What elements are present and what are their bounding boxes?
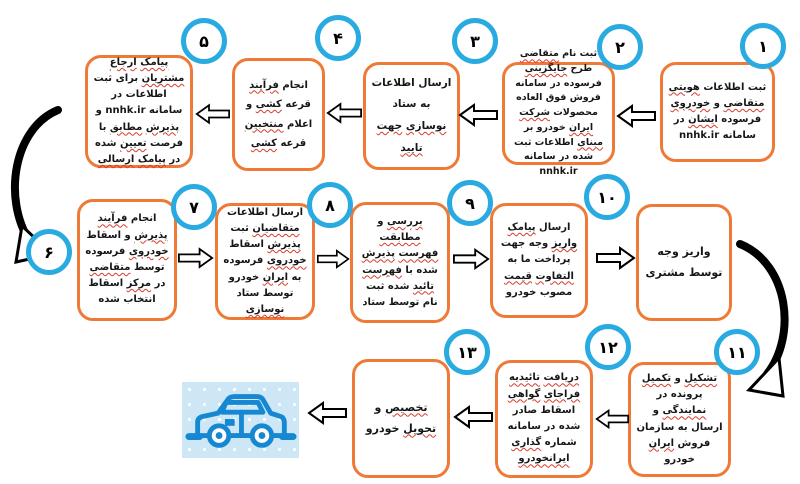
step-box-4: انجام فرآیند قرعه کشی و اعلام منتخبین قرعه کشی: [232, 58, 325, 171]
arrow-step12-to-step13-icon: [453, 405, 493, 429]
arrow-step7-to-step8-icon: [317, 247, 350, 271]
arrow-step1-to-step2-icon: [616, 104, 656, 128]
step-circle-10: ۱۰: [584, 174, 630, 220]
step-box-11: تشکیل و تکمیل پرونده در نمایندگی و ارسال به سازمان فروش ایران خودرو: [628, 362, 731, 477]
step-box-12: دریافت تائیدیه فراجای گواهی اسقاط صادر شده در سامانه شماره گذاری ایرانخودرو: [495, 360, 593, 478]
step-circle-12: ۱۲: [585, 324, 631, 370]
step-box-6: انجام فرآیند پذیرش و اسقاط خودروی فرسوده توسط متقاضی در مرکز اسقاط انتخاب شده: [77, 199, 177, 321]
step-circle-2: ۲: [597, 24, 643, 70]
step-circle-13: ۱۳: [444, 329, 490, 375]
step-box-2: ثبت نام متقاضی طرح جایگزینی فرسوده در سامانه فروش فوق العاده محصولات شرکت ایران خودرو بر مبنای اطلاعات ثبت شده در سامانه nnhk.ir: [502, 62, 615, 165]
car-panel: [182, 382, 299, 458]
step-circle-8: ۸: [307, 182, 353, 228]
arrow-step11-to-step12-icon: [595, 407, 629, 431]
step-circle-3: ۳: [452, 18, 498, 64]
car-icon: [182, 382, 299, 458]
step-box-13: تخصیص و تحویل خودرو: [352, 359, 450, 478]
step-circle-4: ۴: [315, 15, 361, 61]
step-box-3: ارسال اطلاعات به ستاد نوسازی جهت تایید: [363, 62, 460, 170]
step-circle-1: ۱: [740, 23, 786, 69]
arrow-step8-to-step9-icon: [453, 247, 490, 271]
curved-arrow-step10-to-step11-icon: [733, 236, 799, 406]
arrow-step13-to-car-icon: [307, 401, 347, 425]
step-circle-6: ۶: [26, 229, 72, 275]
arrow-step4-to-step5-icon: [195, 102, 230, 126]
step-box-5: پیامک ارجاع مشتریان برای ثبت اطلاعات در سامانه nnhk.ir و پذیرش مطابق با فرصت تعیین شده در پیامک ارسالی: [85, 55, 193, 168]
step-circle-9: ۹: [447, 180, 493, 226]
arrow-step3-to-step4-icon: [326, 101, 362, 125]
step-circle-7: ۷: [171, 184, 217, 230]
step-circle-5: ۵: [181, 18, 227, 64]
arrow-step6-to-step7-icon: [178, 246, 214, 270]
arrow-step2-to-step3-icon: [458, 103, 498, 127]
step-circle-11: ۱۱: [714, 329, 760, 375]
step-box-10: واریز وجه توسط مشتری: [636, 204, 732, 321]
arrow-step9-to-step10-icon: [596, 246, 636, 270]
step-box-1: ثبت اطلاعات هویتی متقاضی و خودروی فرسوده ایشان در سامانه nnhk.ir: [660, 62, 775, 162]
step-box-7: ارسال اطلاعات متقاضیان ثبت پذیرش اسقاط خودروی فرسوده به ایران خودرو توسط ستاد نوسازی: [215, 203, 315, 320]
step-box-8: بررسی و مطابقت فهرست پذیرش شده با فهرست تائید شده ثبت نام توسط ستاد: [350, 202, 450, 323]
step-box-9: ارسال پیامک واریز وجه جهت پرداخت ما به التفاوت قیمت مصوب خودرو: [490, 203, 588, 318]
